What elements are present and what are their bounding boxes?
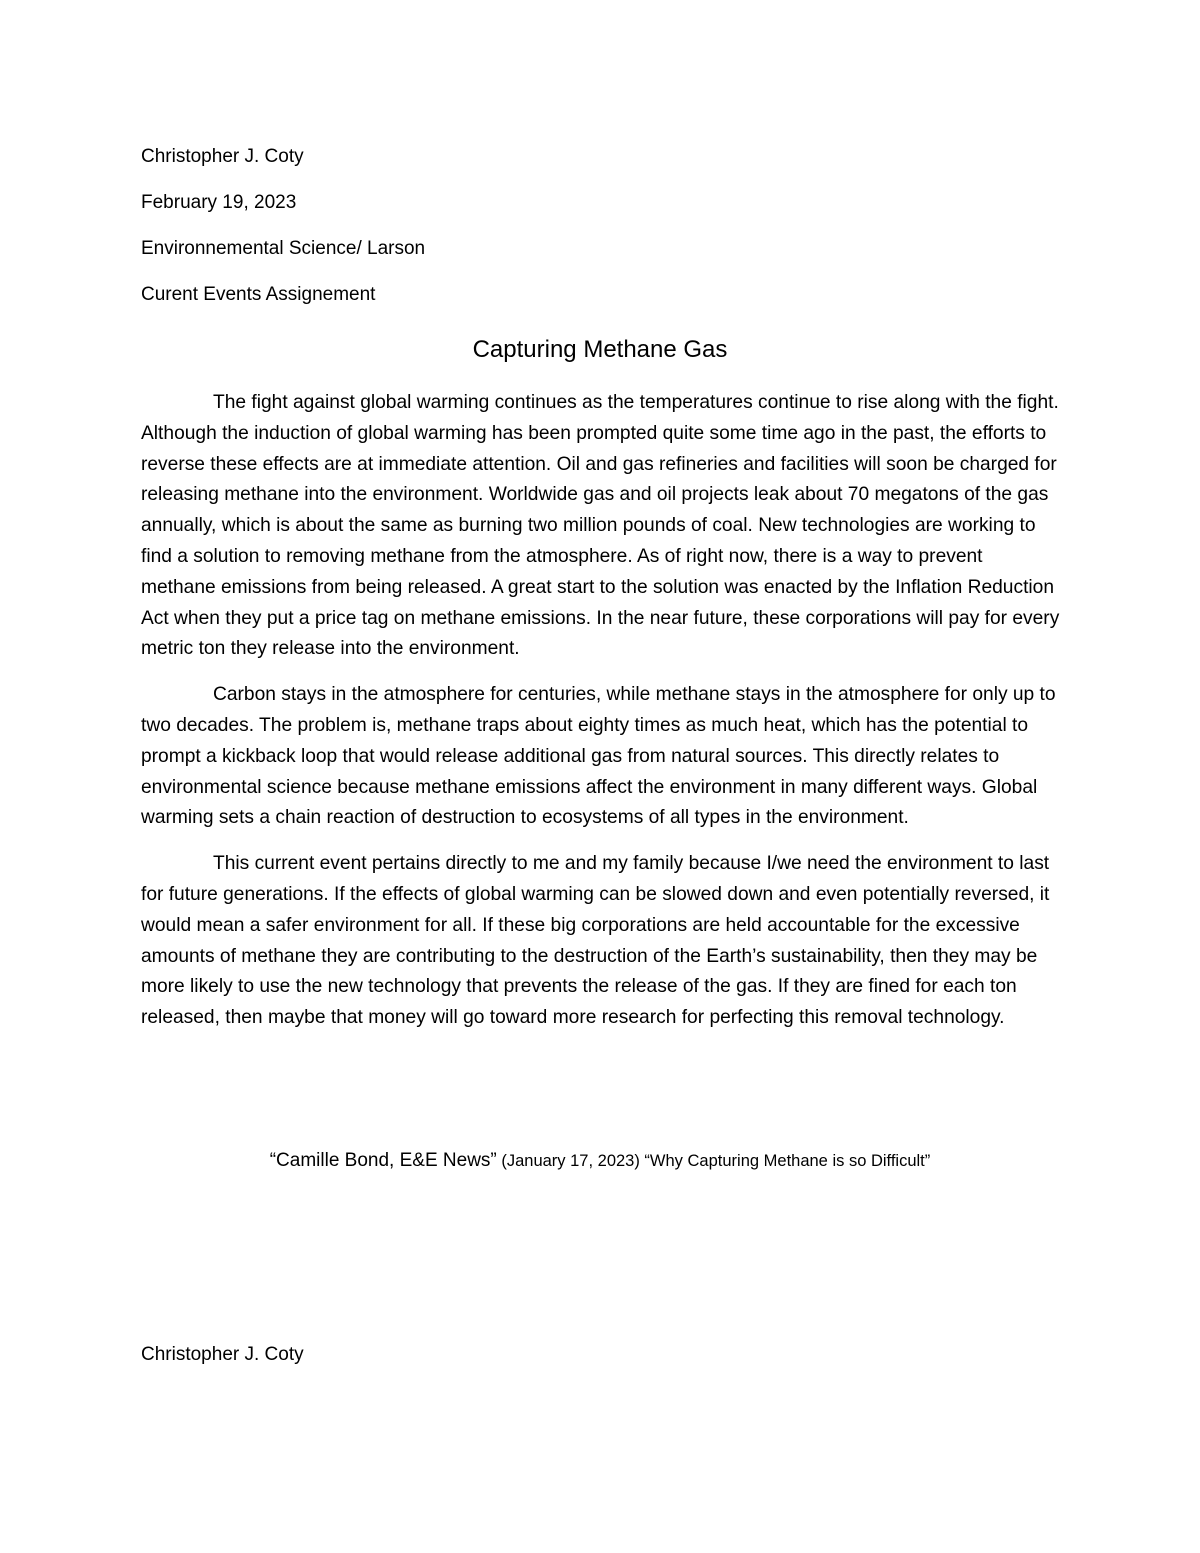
author-name: Christopher J. Coty (141, 146, 304, 167)
signature-name: Christopher J. Coty (141, 1344, 304, 1365)
body-paragraph-2: Carbon stays in the atmosphere for centuries, while methane stays in the atmosphere for only up to two decades. The problem is, methane traps about eighty times as much heat, which has the potential to prompt a kickback loop that would release additional gas from natural sources. This directly relates to environmental science because methane emissions affect the environment in many different ways. Global warming sets a chain reaction of destruction to ecosystems of all types in the environment. (141, 684, 1056, 829)
body-paragraph-1: The fight against global warming continues as the temperatures continue to rise along with the fight. Although the induction of global warming has been prompted quite some time ago in the past, the efforts to reverse these effects are at immediate attention. Oil and gas refineries and facilities will soon be charged for releasing methane into the environment. Worldwide gas and oil projects leak about 70 megatons of the gas annually, which is about the same as burning two million pounds of coal. New technologies are working to find a solution to removing methane from the atmosphere. As of right now, there is a way to prevent methane emissions from being released. A great start to the solution was enacted by the Inflation Reduction Act when they put a price tag on methane emissions. In the near future, these corporations will pay for every metric ton they release into the environment. (141, 392, 1060, 660)
citation-details: (January 17, 2023) “Why Capturing Methane is so Difficult” (496, 1152, 931, 1170)
body-paragraph-3: This current event pertains directly to me and my family because I/we need the environment to last for future generations. If the effects of global warming can be slowed down and even potentially reversed, it would mean a safer environment for all. If these big corporations are held accountable for the excessive amounts of methane they are contributing to the destruction of the Earth’s sustainability, then they may be more likely to use the new technology that prevents the release of the gas. If they are fined for each ton released, then maybe that money will go toward more research for perfecting this removal technology. (141, 853, 1050, 1029)
citation-source: “Camille Bond, E&E News” (269, 1150, 497, 1171)
document-body (141, 388, 1061, 1049)
assignment-name: Curent Events Assignement (141, 284, 376, 305)
course-name: Environnemental Science/ Larson (141, 238, 426, 259)
citation (0, 1149, 1200, 1173)
document-date: February 19, 2023 (141, 192, 297, 213)
document-title: Capturing Methane Gas (472, 336, 728, 363)
